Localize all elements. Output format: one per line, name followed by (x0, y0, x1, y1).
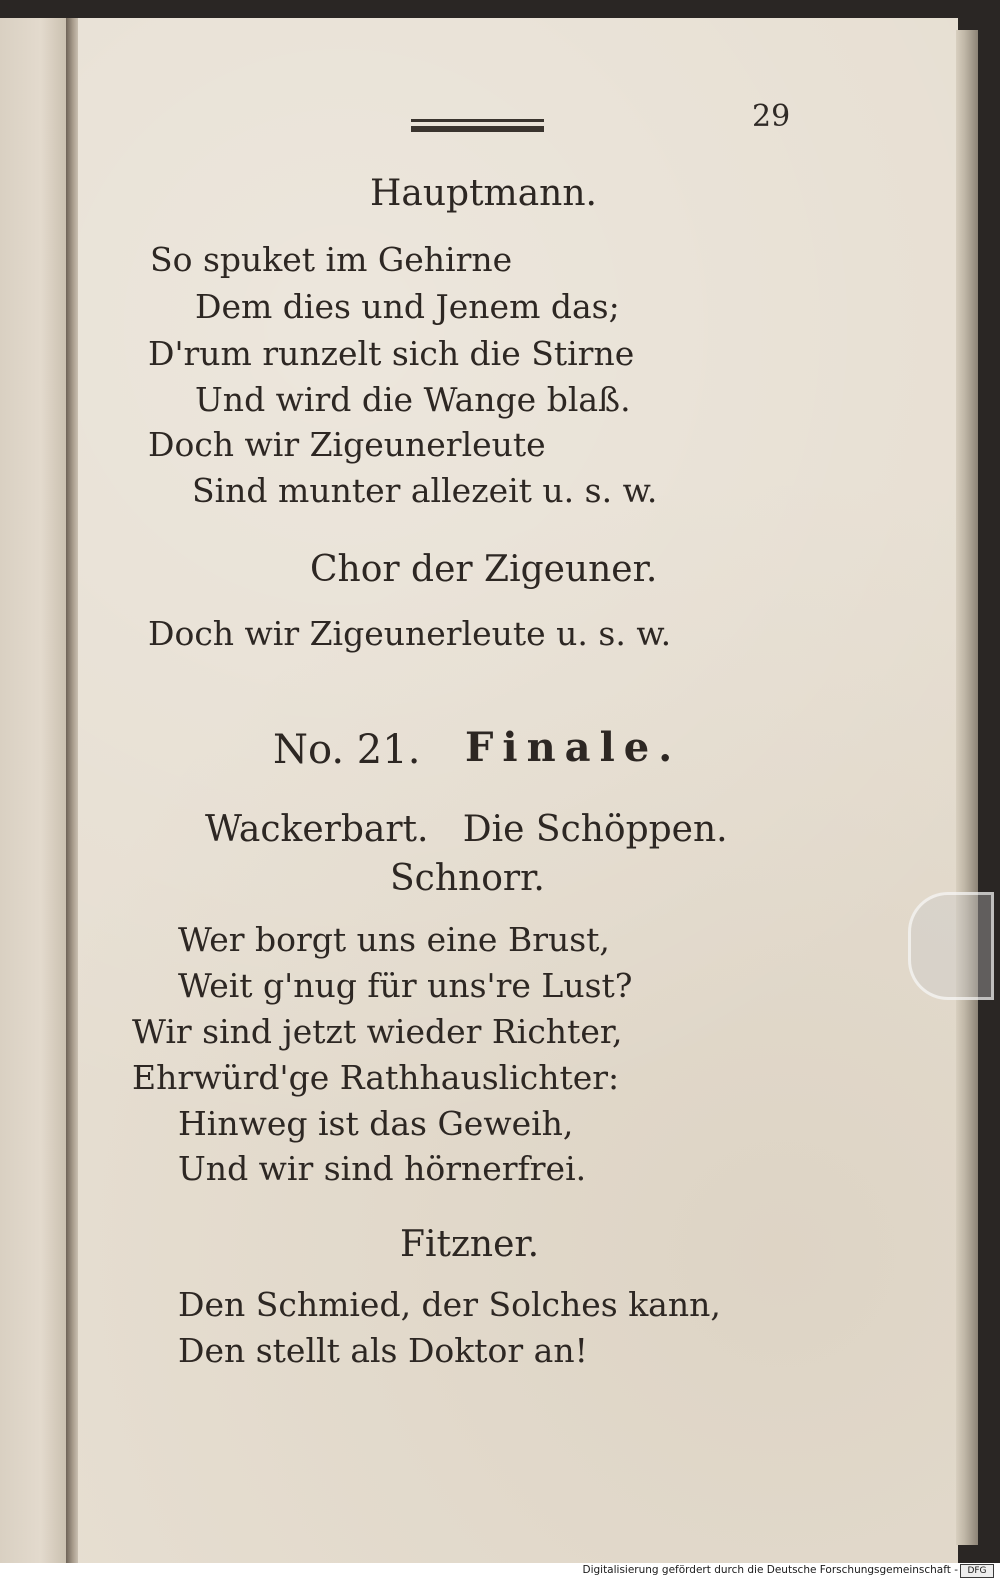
verse-line: Weit g'nug für uns're Lust? (178, 966, 633, 1005)
number-label: No. 21. (273, 727, 421, 773)
verse-line: Den stellt als Doktor an! (178, 1331, 588, 1370)
header-rule-thick (411, 126, 544, 132)
verse-line: Doch wir Zigeunerleute u. s. w. (148, 614, 672, 653)
speaker-hauptmann: Hauptmann. (370, 173, 597, 214)
verse-line: So spuket im Gehirne (150, 240, 513, 279)
speakers-finale: Wackerbart. Die Schöppen. (205, 809, 728, 850)
verse-line: Wer borgt uns eine Brust, (178, 920, 610, 959)
speaker-schnorr: Schnorr. (390, 858, 545, 899)
verse-line: Doch wir Zigeunerleute (148, 425, 546, 464)
verse-line: Dem dies und Jenem das; (195, 287, 620, 326)
left-page-edge (0, 18, 68, 1563)
verse-line: Und wird die Wange blaß. (195, 380, 631, 419)
verse-line: Hinweg ist das Geweih, (178, 1104, 574, 1143)
header-rule-thin (411, 119, 544, 122)
verse-line: Ehrwürd'ge Rathhauslichter: (132, 1058, 620, 1097)
right-page-edge (956, 30, 978, 1545)
verse-line: Und wir sind hörnerfrei. (178, 1149, 587, 1188)
page-clip (908, 892, 994, 1000)
verse-line: Sind munter allezeit u. s. w. (192, 471, 658, 510)
verse-line: D'rum runzelt sich die Stirne (148, 334, 635, 373)
finale-title: Finale. (465, 724, 682, 771)
speaker-chor: Chor der Zigeuner. (310, 549, 658, 590)
page-number: 29 (752, 99, 791, 134)
verse-line: Wir sind jetzt wieder Richter, (132, 1012, 623, 1051)
footer-credit: Digitalisierung gefördert durch die Deutsche Forschungsgemeinschaft - (582, 1564, 958, 1576)
speaker-fitzner: Fitzner. (400, 1224, 540, 1265)
dfg-logo: DFG (960, 1564, 994, 1578)
verse-line: Den Schmied, der Solches kann, (178, 1285, 721, 1324)
